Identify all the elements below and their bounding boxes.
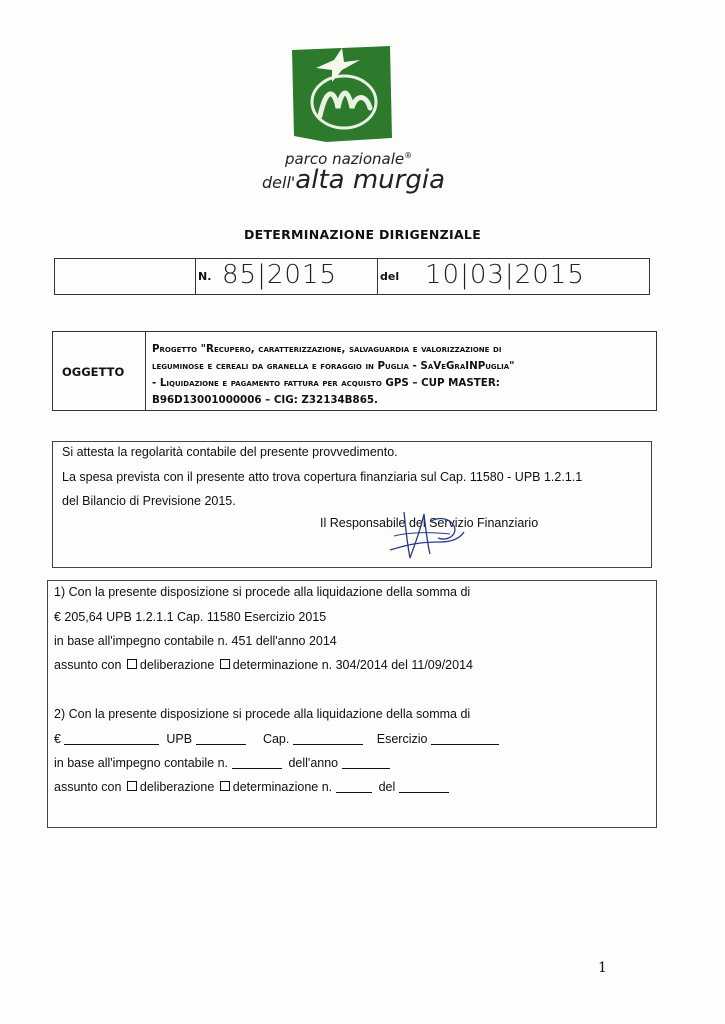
signature <box>380 492 470 564</box>
park-logo <box>286 38 398 148</box>
attestation-line2: La spesa prevista con il presente atto trova copertura finanziaria sul Cap. 11580 - UPB 1.2.1.1 <box>62 470 583 484</box>
bird-over-m-icon <box>286 38 398 148</box>
liquidation-1-line3: in base all'impegno contabile n. 451 dell'anno 2014 <box>54 634 337 648</box>
determinazione-date-field[interactable] <box>399 782 449 793</box>
liquidation-2-line1: 2) Con la presente disposizione si procede alla liquidazione della somma di <box>54 707 471 721</box>
anno-field[interactable] <box>342 758 390 769</box>
subject-label: OGGETTO <box>62 365 125 379</box>
attestation-line1: Si attesta la regolarità contabile del presente provvedimento. <box>62 445 398 459</box>
logo-line1: parco nazionale® <box>285 150 413 168</box>
esercizio-field[interactable] <box>431 734 499 745</box>
determinazione-checkbox-2[interactable] <box>220 781 230 791</box>
liquidation-2-line3: in base all'impegno contabile n. dell'anno <box>54 756 390 770</box>
deliberazione-checkbox[interactable] <box>127 659 137 669</box>
upb-field[interactable] <box>196 734 246 745</box>
number-label: N. <box>198 270 212 283</box>
liquidation-1-line4: assunto con deliberazione determinazione n. 304/2014 del 11/09/2014 <box>54 658 473 672</box>
determinazione-checkbox[interactable] <box>220 659 230 669</box>
deliberazione-checkbox-2[interactable] <box>127 781 137 791</box>
impegno-field[interactable] <box>232 758 282 769</box>
number-value: 85|2015 <box>222 260 338 290</box>
date-label: del <box>380 270 400 283</box>
page-number: 1 <box>598 960 607 976</box>
attestation-line3: del Bilancio di Previsione 2015. <box>62 494 236 508</box>
cap-field[interactable] <box>293 734 363 745</box>
liquidation-2-line2: € UPB Cap. Esercizio <box>54 732 499 746</box>
amount-field[interactable] <box>64 734 159 745</box>
subject-text: Progetto "Recupero, caratterizzazione, salvaguardia e valorizzazione di leguminose e cereali da granella e foraggio in Puglia - SaVeGraINPuglia" - Liquidazione e pagamento fattura per acquisto GPS – CUP MASTER: B96D13001000006 – CIG: Z32134B865. <box>152 343 515 406</box>
determinazione-number-field[interactable] <box>336 782 372 793</box>
logo-line2: dell'alta murgia <box>262 165 445 195</box>
liquidation-1-line1: 1) Con la presente disposizione si procede alla liquidazione della somma di <box>54 585 471 599</box>
document-title: DETERMINAZIONE DIRIGENZIALE <box>243 227 482 242</box>
liquidation-2-line4: assunto con deliberazione determinazione n. del <box>54 780 449 794</box>
date-value: 10|03|2015 <box>425 260 585 290</box>
liquidation-1-line2: € 205,64 UPB 1.2.1.1 Cap. 11580 Esercizio 2015 <box>54 610 327 624</box>
signer-title: Il Responsabile del Servizio Finanziario <box>320 516 539 530</box>
